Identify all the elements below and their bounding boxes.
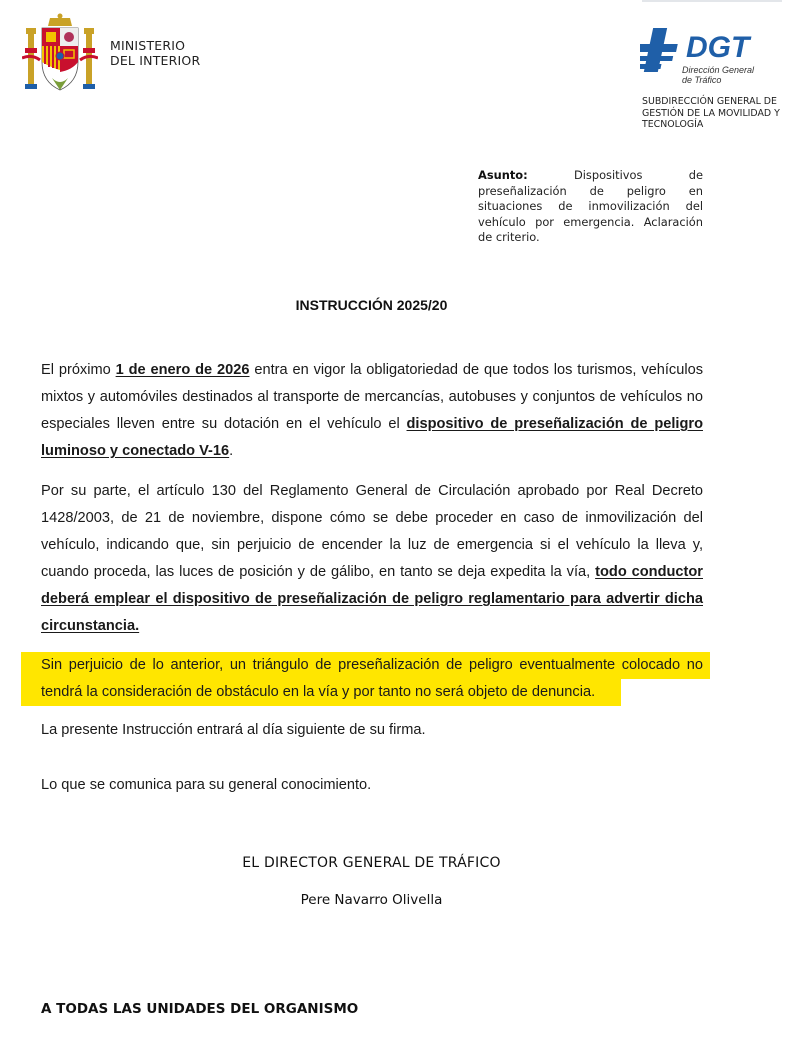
dgt-logo	[640, 24, 780, 88]
subject-block	[478, 168, 703, 246]
signature-name: Pere Navarro Olivella	[300, 892, 443, 908]
p2-obligation: todo conductor deberá emplear el dispositivo de preseñalización de peligro reglamentario para advertir dicha circunstancia.	[41, 564, 703, 634]
dgt-logo-text: DGT	[686, 31, 750, 64]
paragraph-1	[41, 357, 703, 465]
p1-date: 1 de enero de 2026	[115, 362, 250, 378]
paragraph-5: Lo que se comunica para su general conocimiento.	[41, 777, 372, 793]
instruction-title: INSTRUCCIÓN 2025/20	[295, 297, 448, 313]
subdirection-line-2: GESTIÓN DE LA MOVILIDAD Y	[642, 107, 780, 119]
subdirection-line-3: TECNOLOGÍA	[642, 119, 704, 130]
header-divider	[642, 0, 782, 2]
p1-text-3: .	[229, 443, 234, 459]
p1-device: dispositivo de preseñalización de peligro luminoso y conectado V-16	[41, 416, 703, 459]
ministry-name	[110, 38, 200, 68]
subject-label: Asunto:	[478, 168, 528, 182]
signature-role: EL DIRECTOR GENERAL DE TRÁFICO	[242, 855, 501, 871]
paragraph-2	[41, 478, 703, 640]
ministry-line-1: MINISTERIO	[110, 38, 186, 53]
subdirection-line-1: SUBDIRECCIÓN GENERAL DE	[642, 96, 777, 107]
paragraph-4: La presente Instrucción entrará al día siguiente de su firma.	[41, 722, 426, 738]
subdirection-name	[642, 96, 780, 131]
recipient-line: A TODAS LAS UNIDADES DEL ORGANISMO	[41, 1001, 359, 1017]
p1-text-2: entra en vigor la obligatoriedad de que todos los turismos, vehículos mixtos y automóviles destinados al transporte de mercancías, autobuses y conjuntos de vehículos no especiales lleven entre su dotación en el vehículo el	[41, 362, 703, 432]
ministry-line-2: DEL INTERIOR	[110, 53, 201, 68]
dgt-logo-sub1: Dirección General	[682, 65, 755, 75]
dgt-logo-sub2: de Tráfico	[682, 75, 722, 85]
p2-text-1: Por su parte, el artículo 130 del Reglamento General de Circulación aprobado por Real Decreto 1428/2003, de 21 de noviembre, dispone cómo se debe proceder en caso de inmovilización del vehículo, indicando que, sin perjuicio de encender la luz de emergencia si el vehículo la lleva y, cuando proceda, las luces de posición y de gálibo, en tanto se deja expedita la vía,	[41, 483, 703, 580]
subject-text: Dispositivos de preseñalización de peligro en situaciones de inmovilización del vehículo por emergencia. Aclaración de criterio.	[478, 168, 703, 245]
paragraph-3-highlighted: Sin perjuicio de lo anterior, un triángulo de preseñalización de peligro eventualmente colocado no tendrá la consideración de obstáculo en la vía y por tanto no será objeto de denuncia.	[41, 657, 703, 700]
coat-of-arms-emblem	[22, 12, 98, 96]
p1-text-1: El próximo	[41, 362, 116, 378]
